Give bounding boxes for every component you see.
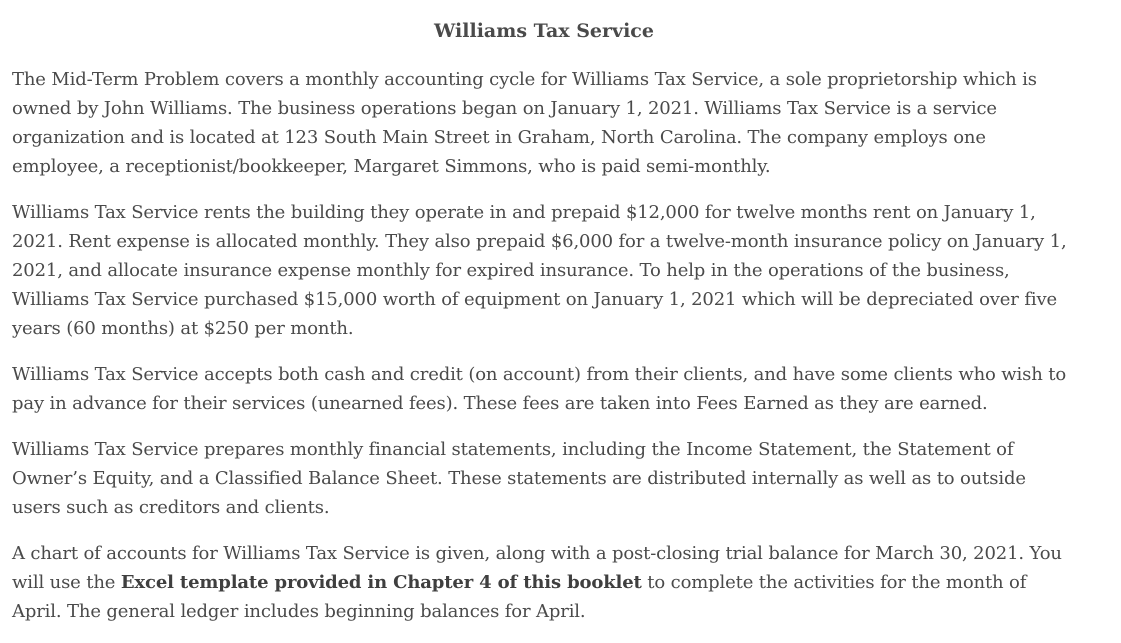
document-body	[12, 0, 1072, 626]
instructions-text-start: A chart of accounts for Williams Tax Service is given, along with a post-closing trial balance for March 30, 2021. You will use the	[12, 543, 1062, 593]
excel-template-reference: Excel template provided in Chapter 4 of this booklet	[120, 572, 642, 593]
paragraph-prepaid-expenses: Williams Tax Service rents the building they operate in and prepaid $12,000 for twelve months rent on January 1, 2021. Rent expense is allocated monthly. They also prepaid $6,000 for a twelve-month insurance policy on January 1, 2021, and allocate insurance expense monthly for expired insurance. To help in the operations of the business, Williams Tax Service purchased $15,000 worth of equipment on January 1, 2021 which will be depreciated over five years (60 months) at $250 per month.	[12, 202, 1067, 339]
instructions-text-end: to complete the activities for the month of April. The general ledger includes beginning balances for April.	[12, 572, 1027, 622]
document-title: Williams Tax Service	[434, 20, 654, 42]
paragraph-fees: Williams Tax Service accepts both cash and credit (on account) from their clients, and have some clients who wish to pay in advance for their services (unearned fees). These fees are taken into Fees Earned as they are earned.	[12, 364, 1067, 414]
paragraph-overview: The Mid-Term Problem covers a monthly accounting cycle for Williams Tax Service, a sole proprietorship which is owned by John Williams. The business operations began on January 1, 2021. Williams Tax Service is a service organization and is located at 123 South Main Street in Graham, North Carolina. The company employs one employee, a receptionist/bookkeeper, Margaret Simmons, who is paid semi-monthly.	[12, 69, 1037, 177]
paragraph-financial-statements: Williams Tax Service prepares monthly financial statements, including the Income Statement, the Statement of Owner’s Equity, and a Classified Balance Sheet. These statements are distributed internally as well as to outside users such as creditors and clients.	[12, 439, 1026, 518]
paragraph-instructions	[12, 539, 1072, 626]
